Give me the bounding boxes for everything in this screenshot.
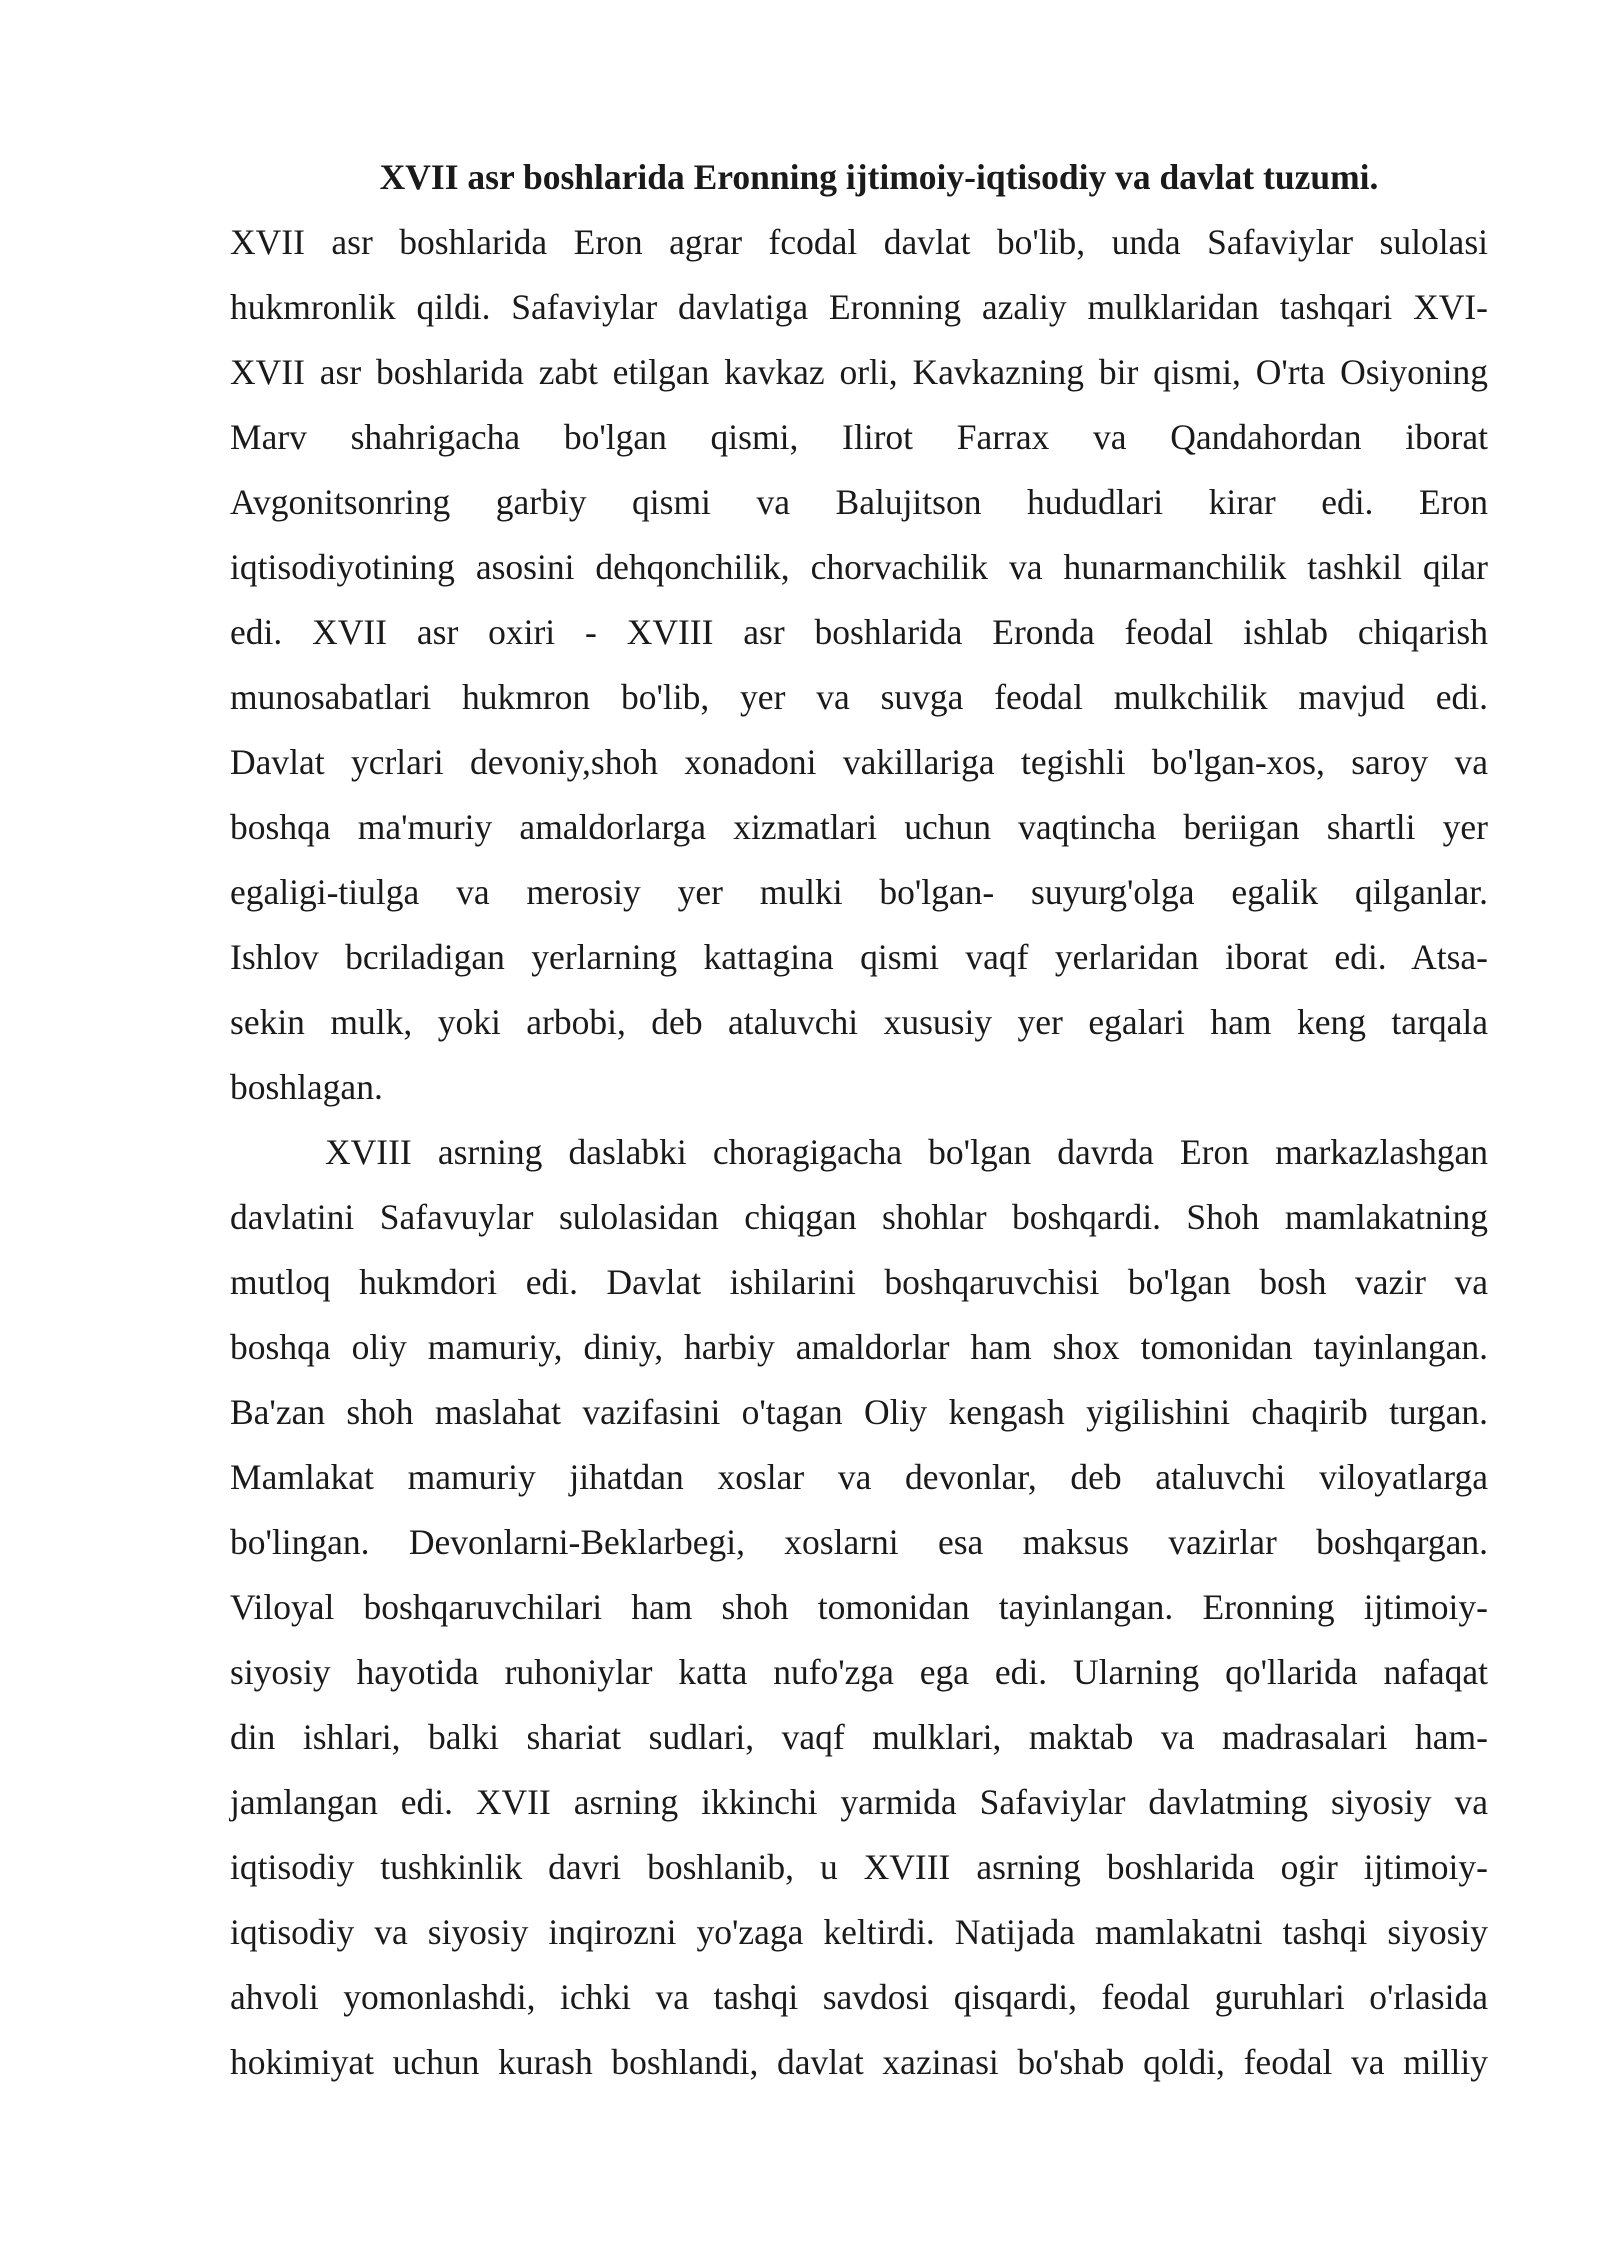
text-line: hukmronlik qildi. Safaviylar davlatiga Eronning azaliy mulklaridan tashqari XVI- [230, 287, 1488, 327]
document-title: XVII asr boshlarida Eronning ijtimoiy-iqtisodiy va davlat tuzumi. [379, 157, 1379, 197]
text-line: boshlagan. [230, 1067, 383, 1107]
text-line: XVII asr boshlarida Eron agrar fcodal davlat bo'lib, unda Safaviylar sulolasi [230, 222, 1488, 262]
text-line: iqtisodiyotining asosini dehqonchilik, chorvachilik va hunarmanchilik tashkil qilar [230, 547, 1488, 587]
text-line: Avgonitsonring garbiy qismi va Balujitson hududlari kirar edi. Eron [230, 482, 1488, 522]
text-line: Marv shahrigacha bo'lgan qismi, Ilirot Farrax va Qandahordan iborat [230, 417, 1488, 457]
document-page [230, 145, 1488, 2095]
paragraph-1 [230, 210, 1488, 1120]
text-line: Ishlov bcriladigan yerlarning kattagina qismi vaqf yerlaridan iborat edi. Atsa- [230, 937, 1488, 977]
text-line: boshqa oliy mamuriy, diniy, harbiy amaldorlar ham shox tomonidan tayinlangan. [230, 1327, 1488, 1367]
paragraph-2 [230, 1120, 1488, 2095]
text-line: Mamlakat mamuriy jihatdan xoslar va devonlar, deb ataluvchi viloyatlarga [230, 1457, 1488, 1497]
text-line: XVIII asrning daslabki choragigacha bo'lgan davrda Eron markazlashgan [325, 1132, 1488, 1172]
text-line: XVII asr boshlarida zabt etilgan kavkaz orli, Kavkazning bir qismi, O'rta Osiyoning [230, 352, 1488, 392]
text-line: iqtisodiy va siyosiy inqirozni yo'zaga keltirdi. Natijada mamlakatni tashqi siyosiy [230, 1912, 1488, 1952]
text-line: munosabatlari hukmron bo'lib, yer va suvga feodal mulkchilik mavjud edi. [230, 677, 1488, 717]
text-line: bo'lingan. Devonlarni-Beklarbegi, xoslarni esa maksus vazirlar boshqargan. [230, 1522, 1488, 1562]
text-line: hokimiyat uchun kurash boshlandi, davlat xazinasi bo'shab qoldi, feodal va milliy [230, 2042, 1488, 2082]
text-line: egaligi-tiulga va merosiy yer mulki bo'lgan- suyurg'olga egalik qilganlar. [230, 872, 1488, 912]
text-line: din ishlari, balki shariat sudlari, vaqf mulklari, maktab va madrasalari ham- [230, 1717, 1488, 1757]
text-line: boshqa ma'muriy amaldorlarga xizmatlari uchun vaqtincha beriigan shartli yer [230, 807, 1488, 847]
text-line: Ba'zan shoh maslahat vazifasini o'tagan Oliy kengash yigilishini chaqirib turgan. [230, 1392, 1488, 1432]
text-line: siyosiy hayotida ruhoniylar katta nufo'zga ega edi. Ularning qo'llarida nafaqat [230, 1652, 1488, 1692]
text-line: sekin mulk, yoki arbobi, deb ataluvchi xususiy yer egalari ham keng tarqala [230, 1002, 1488, 1042]
text-line: edi. XVII asr oxiri - XVIII asr boshlarida Eronda feodal ishlab chiqarish [230, 612, 1488, 652]
text-line: davlatini Safavuylar sulolasidan chiqgan shohlar boshqardi. Shoh mamlakatning [230, 1197, 1488, 1237]
text-line: jamlangan edi. XVII asrning ikkinchi yarmida Safaviylar davlatming siyosiy va [230, 1782, 1488, 1822]
text-line: ahvoli yomonlashdi, ichki va tashqi savdosi qisqardi, feodal guruhlari o'rlasida [230, 1977, 1488, 2017]
text-line: iqtisodiy tushkinlik davri boshlanib, u XVIII asrning boshlarida ogir ijtimoiy- [230, 1847, 1488, 1887]
text-line: mutloq hukmdori edi. Davlat ishilarini boshqaruvchisi bo'lgan bosh vazir va [230, 1262, 1488, 1302]
text-line: Viloyal boshqaruvchilari ham shoh tomonidan tayinlangan. Eronning ijtimoiy- [230, 1587, 1488, 1627]
text-line: Davlat ycrlari devoniy,shoh xonadoni vakillariga tegishli bo'lgan-xos, saroy va [230, 742, 1488, 782]
